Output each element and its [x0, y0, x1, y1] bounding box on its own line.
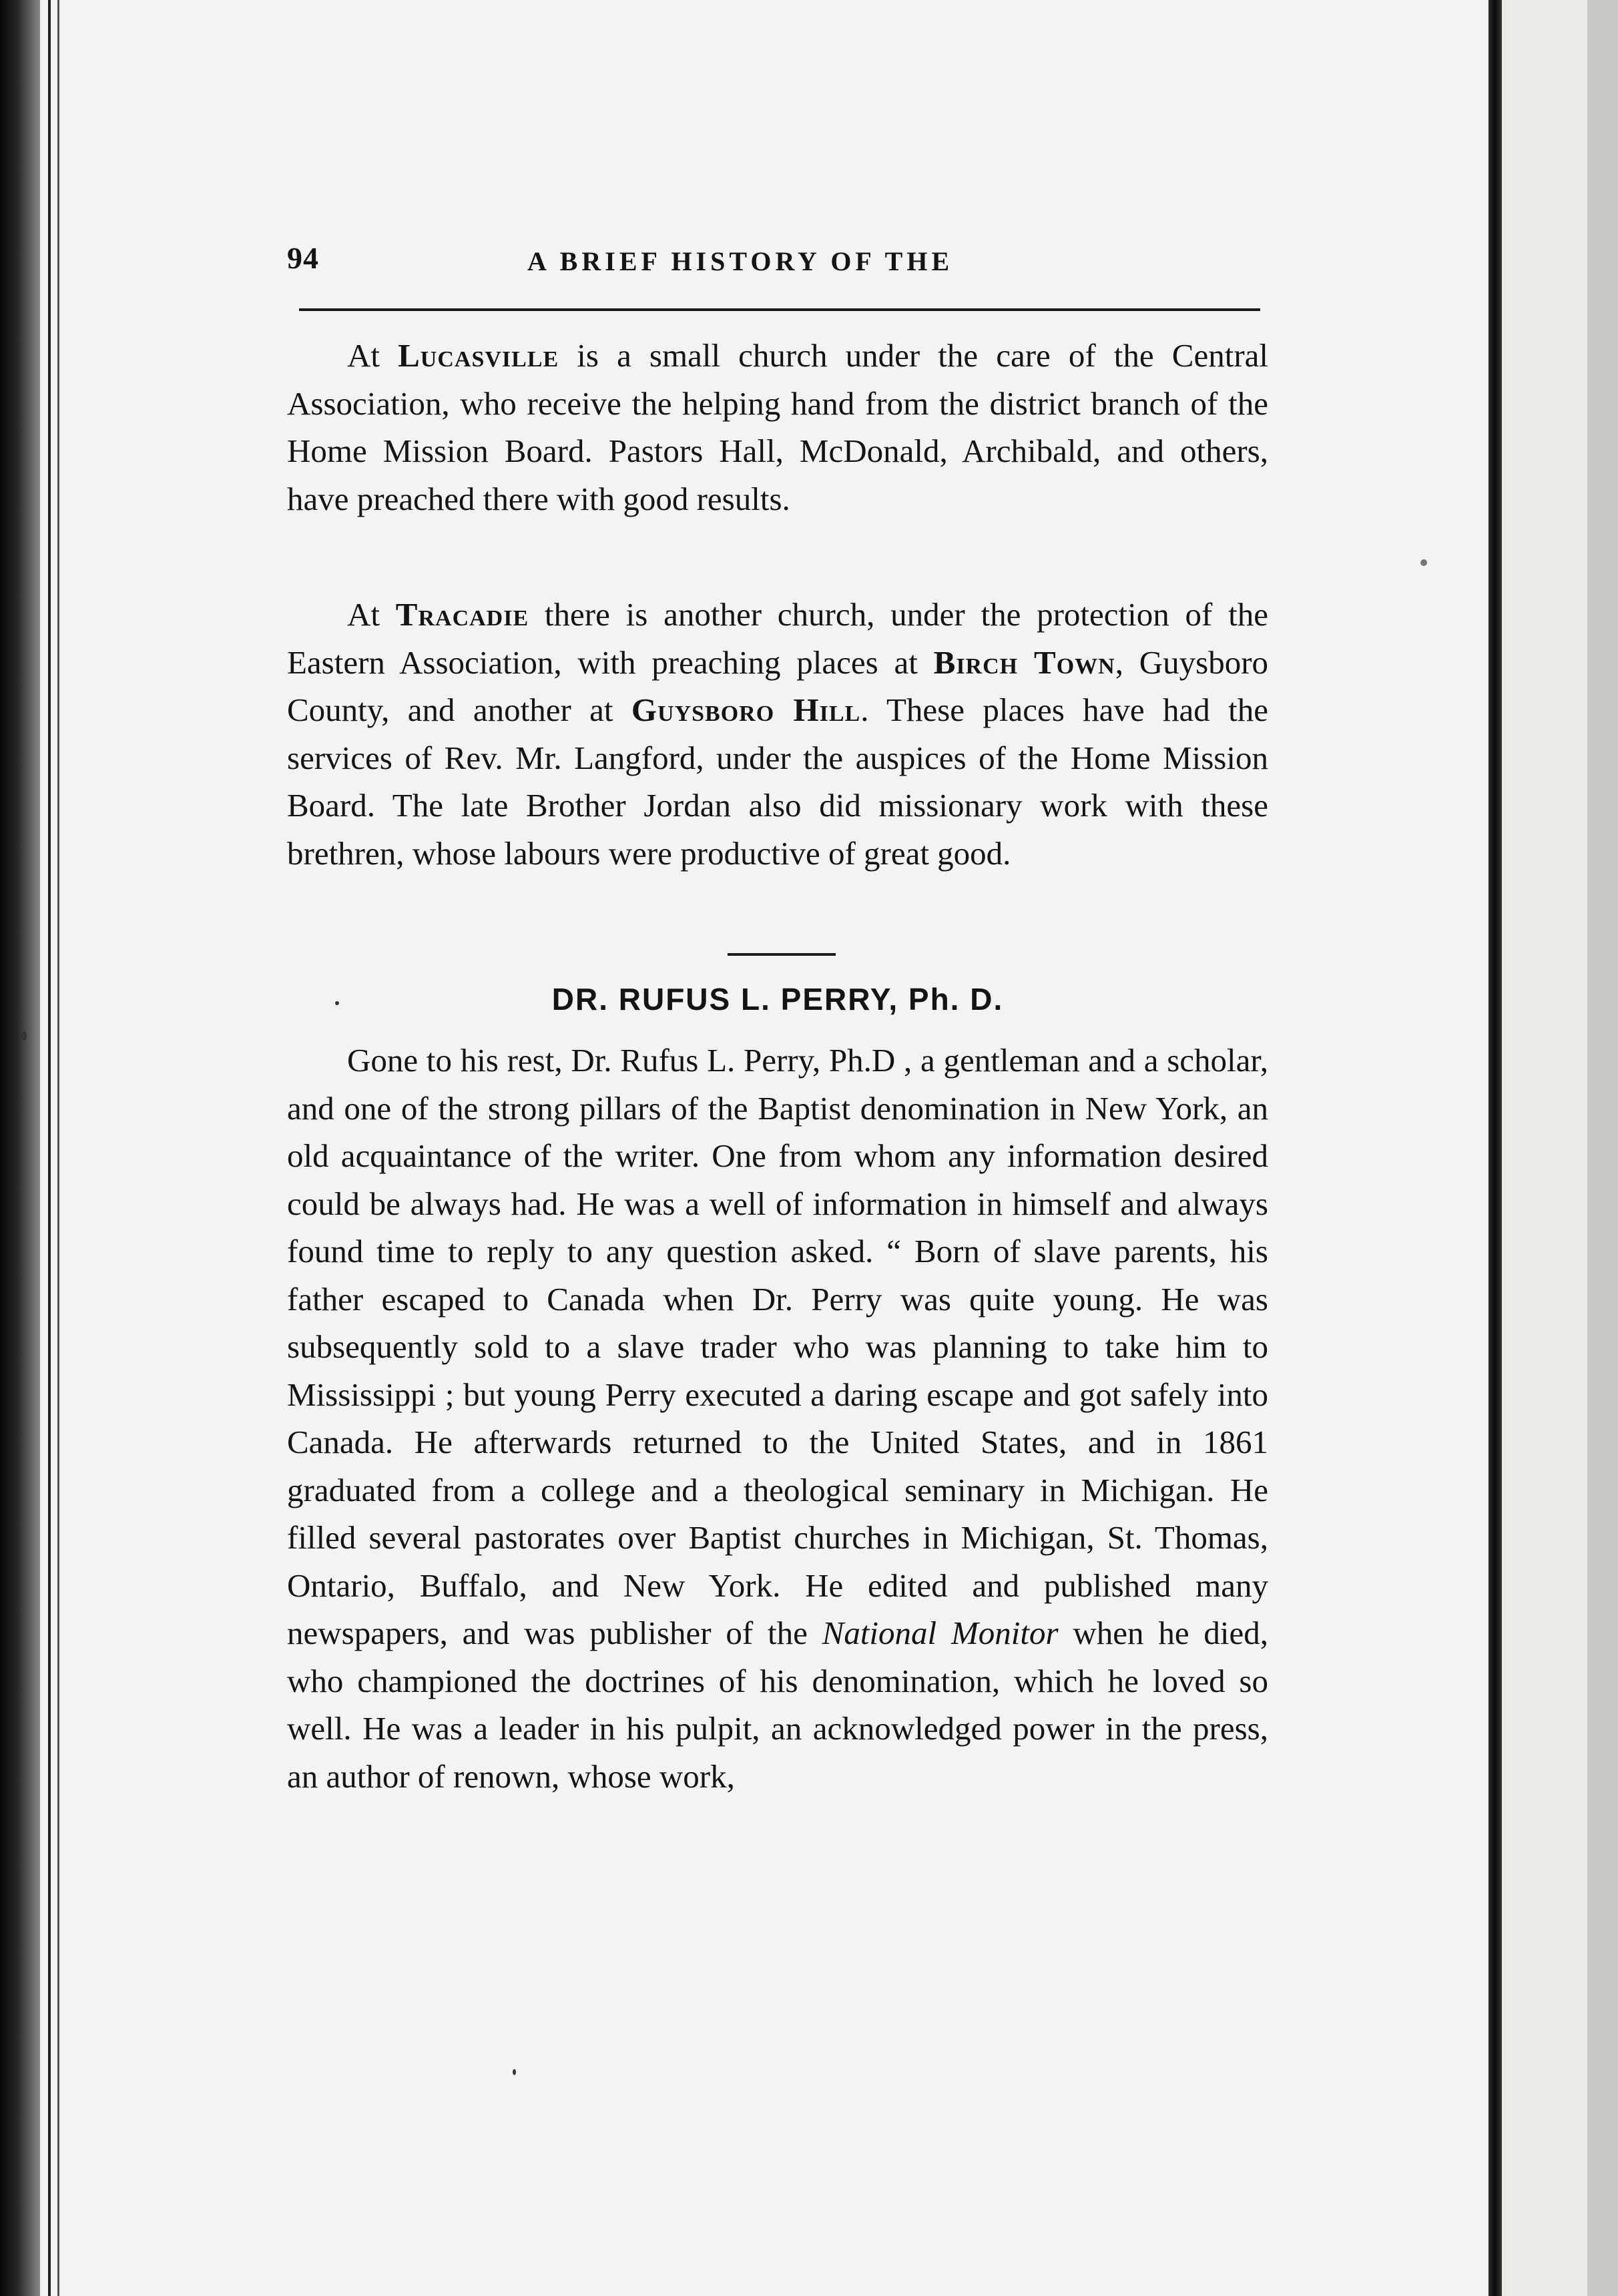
- paragraph-lucasville: [287, 332, 1268, 523]
- scan-speck: [513, 2069, 516, 2075]
- page-edge-line: [57, 0, 59, 2296]
- paragraph-perry: [287, 1037, 1268, 1800]
- next-page-edge: [1587, 0, 1618, 2296]
- scan-speck: [21, 1031, 27, 1041]
- page-number: 94: [287, 241, 319, 275]
- place-name: Tracadie: [395, 596, 529, 633]
- running-title: A BRIEF HISTORY OF THE: [527, 246, 954, 276]
- scan-speck: [1420, 559, 1427, 566]
- paragraph-body: . These places have had the services of Rev. Mr. Langford, under the auspices of the Home Mission Board. The late Brother Jordan also did missionary work with these brethren, whose labours were productive of great good.: [287, 691, 1268, 872]
- paragraph-body: , Guysboro County, and another at: [287, 643, 1269, 728]
- page-fold: [1489, 0, 1502, 2296]
- publication-title: National Monitor: [822, 1615, 1059, 1651]
- paragraph-body: when he died, who championed the doctrines of his denomination, which he loved so well. He was a leader in his pulpit, an acknowledged power in the press, an author of renown, whose work,: [287, 1615, 1268, 1795]
- paragraph-body: there is another church, under the protection of the Eastern Association, with preaching places at: [287, 596, 1268, 681]
- place-name: Guysboro Hill: [631, 691, 861, 728]
- scan-speck: [335, 1001, 339, 1005]
- paragraph-lead: At: [347, 596, 396, 633]
- paragraph-body: is a small church under the care of the Central Association, who receive the helping hand from the district branch of the Home Mission Board. Pastors Hall, McDonald, Archibald, and others, have preached there with good results.: [287, 337, 1268, 517]
- page-edge-line: [48, 0, 51, 2296]
- paragraph-text: [287, 332, 1268, 523]
- paragraph-lead: At: [347, 337, 398, 374]
- place-name: Lucasville: [398, 337, 559, 374]
- section-heading: DR. RUFUS L. PERRY, Ph. D.: [551, 982, 1004, 1017]
- running-head: [287, 240, 1262, 287]
- section-divider: [728, 953, 836, 956]
- binding-edge: [0, 0, 40, 2296]
- paragraph-text: [287, 1037, 1268, 1800]
- place-name: Birch Town: [933, 643, 1115, 681]
- header-rule: [299, 308, 1260, 311]
- paragraph-body: Gone to his rest, Dr. Rufus L. Perry, Ph.D , a gentleman and a scholar, and one of the strong pillars of the Baptist denomination in New York, an old acquaintance of the writer. One from whom any information desired could be always had. He was a well of information in himself and always found time to reply to any question asked. “ Born of slave parents, his father escaped to Canada when Dr. Perry was quite young. He was subsequently sold to a slave trader who was planning to take him to Mississippi ; but young Perry executed a daring escape and got safely into Canada. He afterwards returned to the United States, and in 1861 graduated from a college and a theological seminary in Michigan. He filled several pastorates over Baptist churches in Michigan, St. Thomas, Ontario, Buffalo, and New York. He edited and published many newspapers, and was publisher of the: [287, 1042, 1268, 1651]
- paragraph-tracadie: [287, 591, 1268, 877]
- paragraph-text: [287, 591, 1268, 877]
